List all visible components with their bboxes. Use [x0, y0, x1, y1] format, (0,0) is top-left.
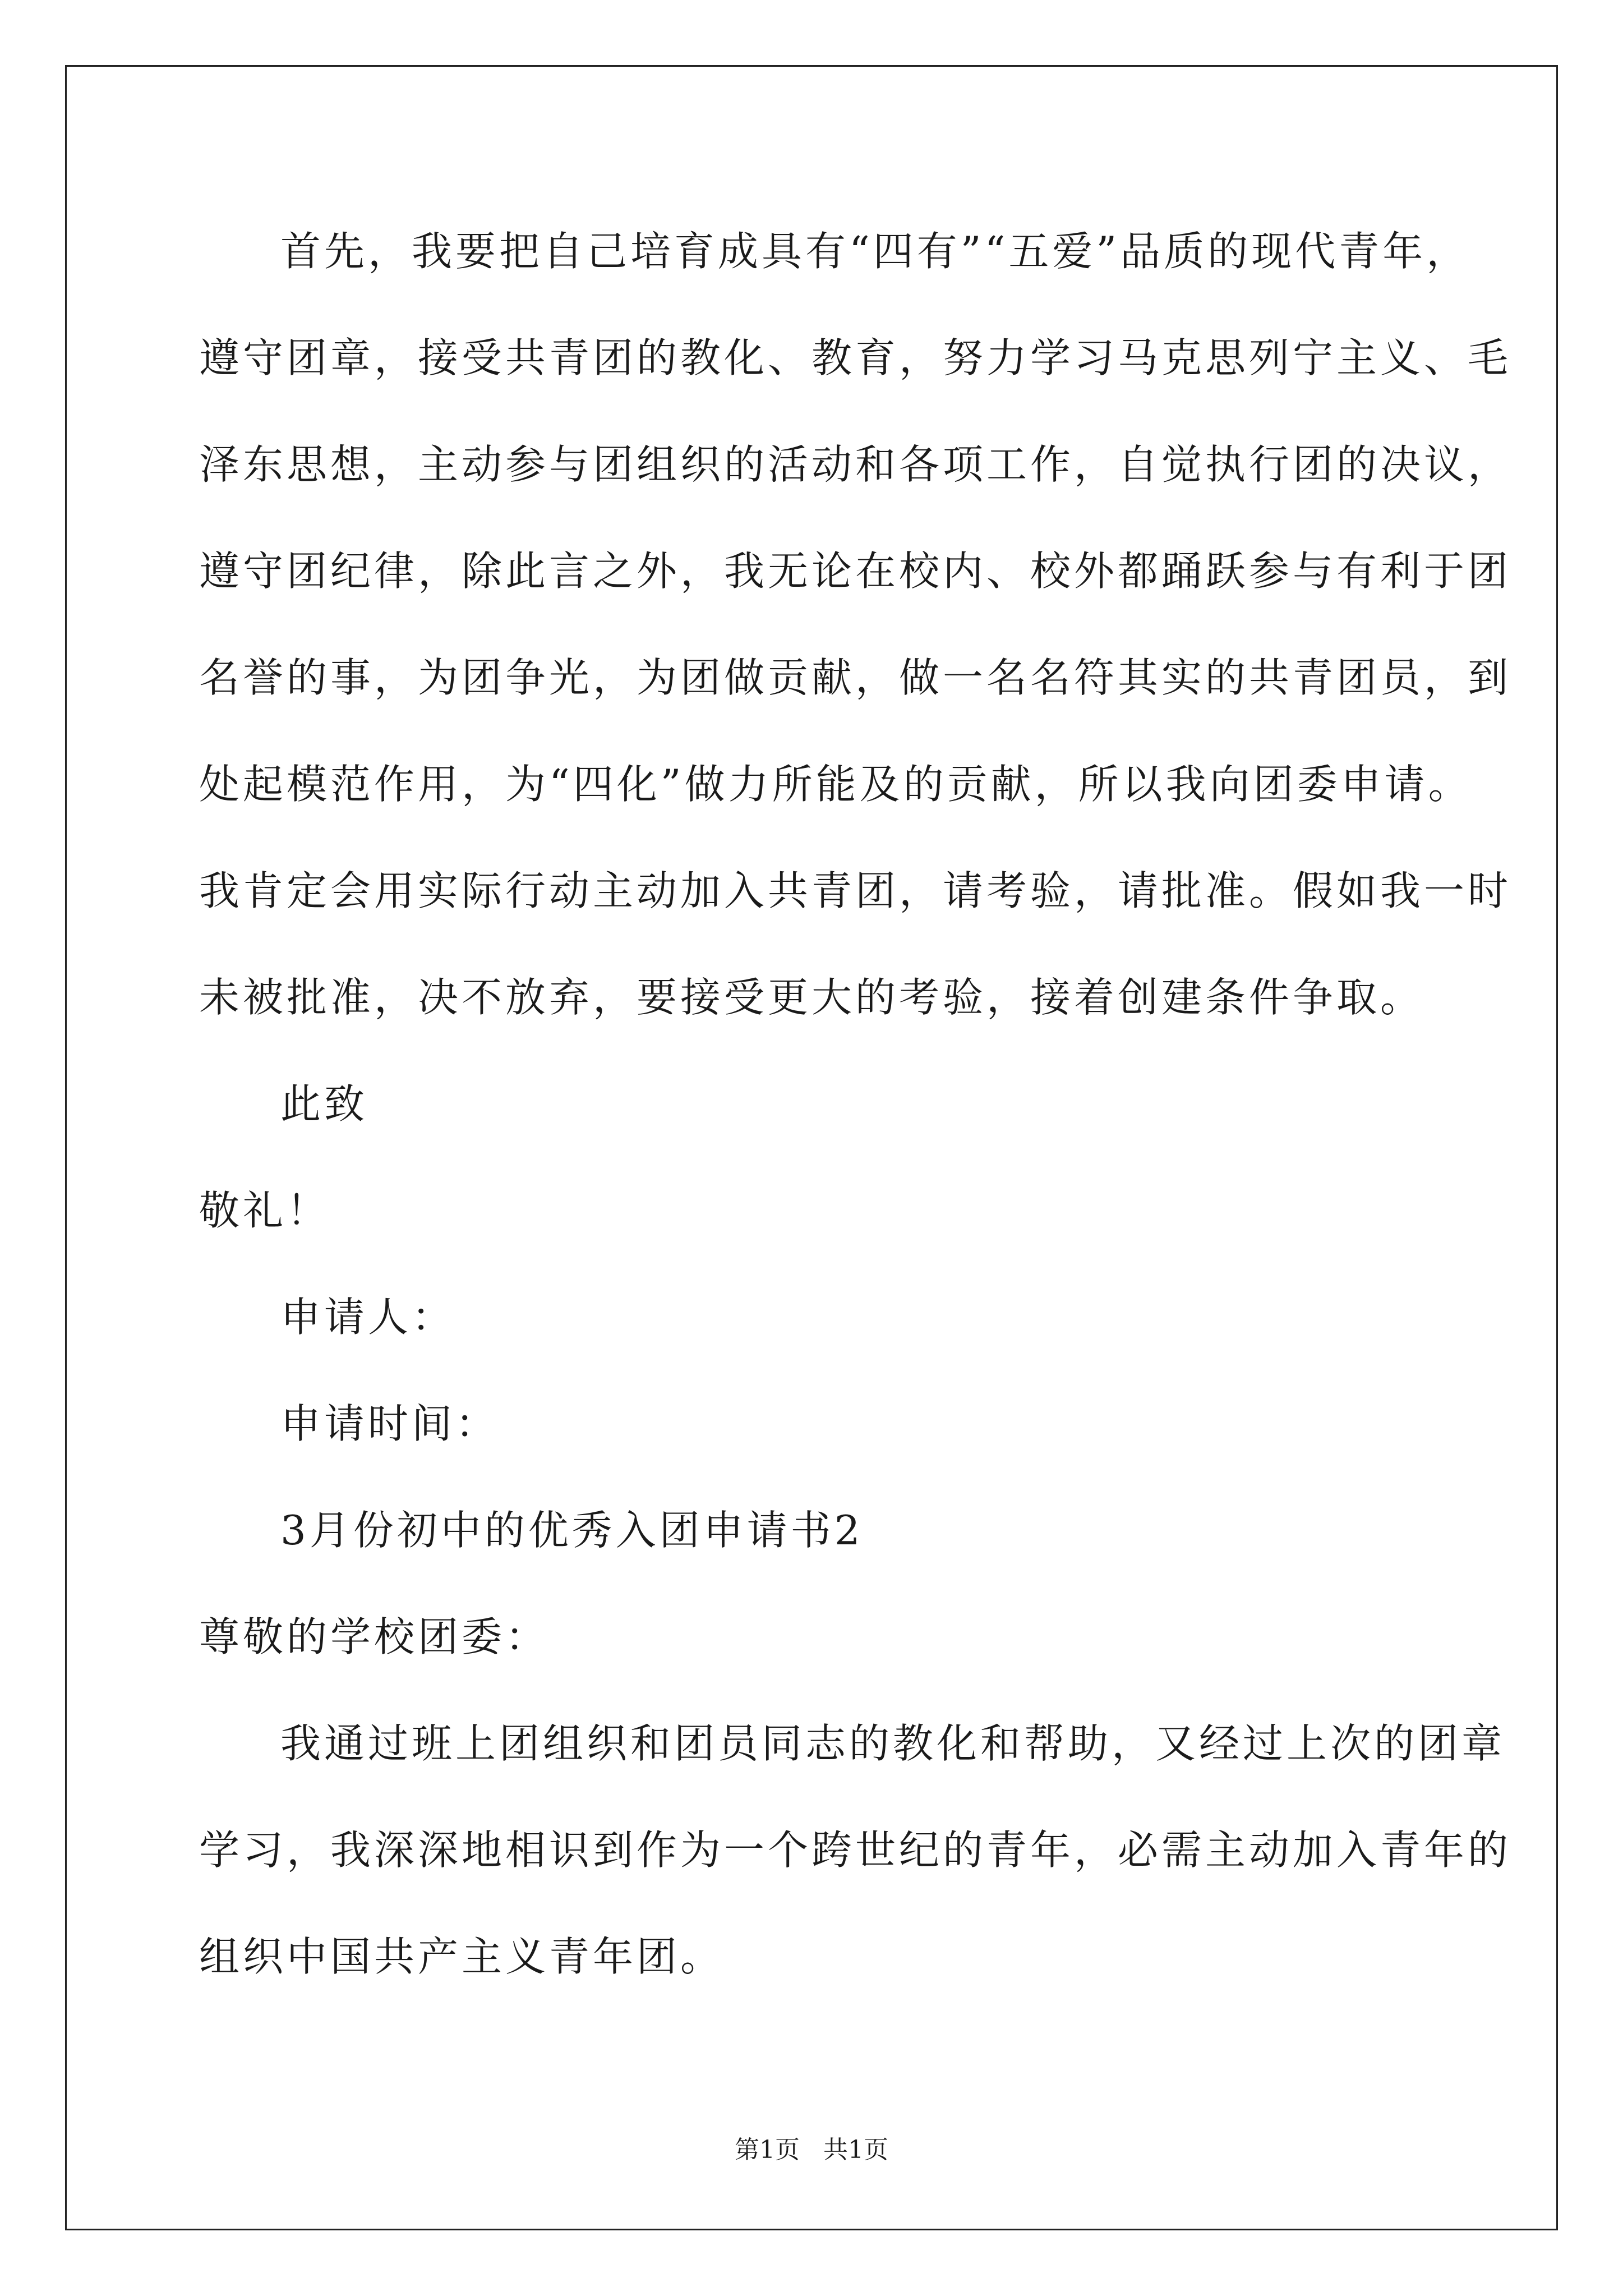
- greeting: 尊敬的学校团委：: [199, 1613, 550, 1660]
- closing-salutation: 此致: [280, 1080, 368, 1128]
- body-paragraph-line: 泽东思想，主动参与团组织的活动和各项工作，自觉执行团的决议，: [199, 441, 1512, 488]
- body-paragraph-line: 我肯定会用实际行动主动加入共青团，请考验，请批准。假如我一时: [199, 867, 1512, 914]
- body-paragraph-line: 未被批准，决不放弃，要接受更大的考验，接着创建条件争取。: [199, 974, 1424, 1021]
- body-paragraph-line: 处起模范作用，为“四化”做力所能及的贡献，所以我向团委申请。: [199, 761, 1472, 808]
- body-paragraph-line: 遵守团纪律，除此言之外，我无论在校内、校外都踊跃参与有利于团: [199, 547, 1512, 595]
- body-paragraph-line: 名誉的事，为团争光，为团做贡献，做一名名符其实的共青团员，到: [199, 654, 1512, 701]
- section-title: 3月份初中的优秀入团申请书2: [280, 1507, 864, 1554]
- page-border: [65, 65, 1558, 2230]
- body-paragraph-line: 遵守团章，接受共青团的教化、教育，努力学习马克思列宁主义、毛: [199, 334, 1512, 381]
- body-paragraph-line: 我通过班上团组织和团员同志的教化和帮助，又经过上次的团章: [280, 1720, 1506, 1767]
- body-paragraph-line: 首先，我要把自己培育成具有“四有”“五爱”品质的现代青年，: [280, 228, 1470, 275]
- applicant-label: 申请人：: [280, 1294, 456, 1341]
- body-paragraph-line: 学习，我深深地相识到作为一个跨世纪的青年，必需主动加入青年的: [199, 1826, 1512, 1874]
- closing-regards: 敬礼！: [199, 1187, 331, 1234]
- application-date-label: 申请时间：: [280, 1400, 500, 1447]
- page-footer: 第1页 共1页: [735, 2136, 888, 2164]
- body-paragraph-line: 组织中国共产主义青年团。: [199, 1933, 725, 1980]
